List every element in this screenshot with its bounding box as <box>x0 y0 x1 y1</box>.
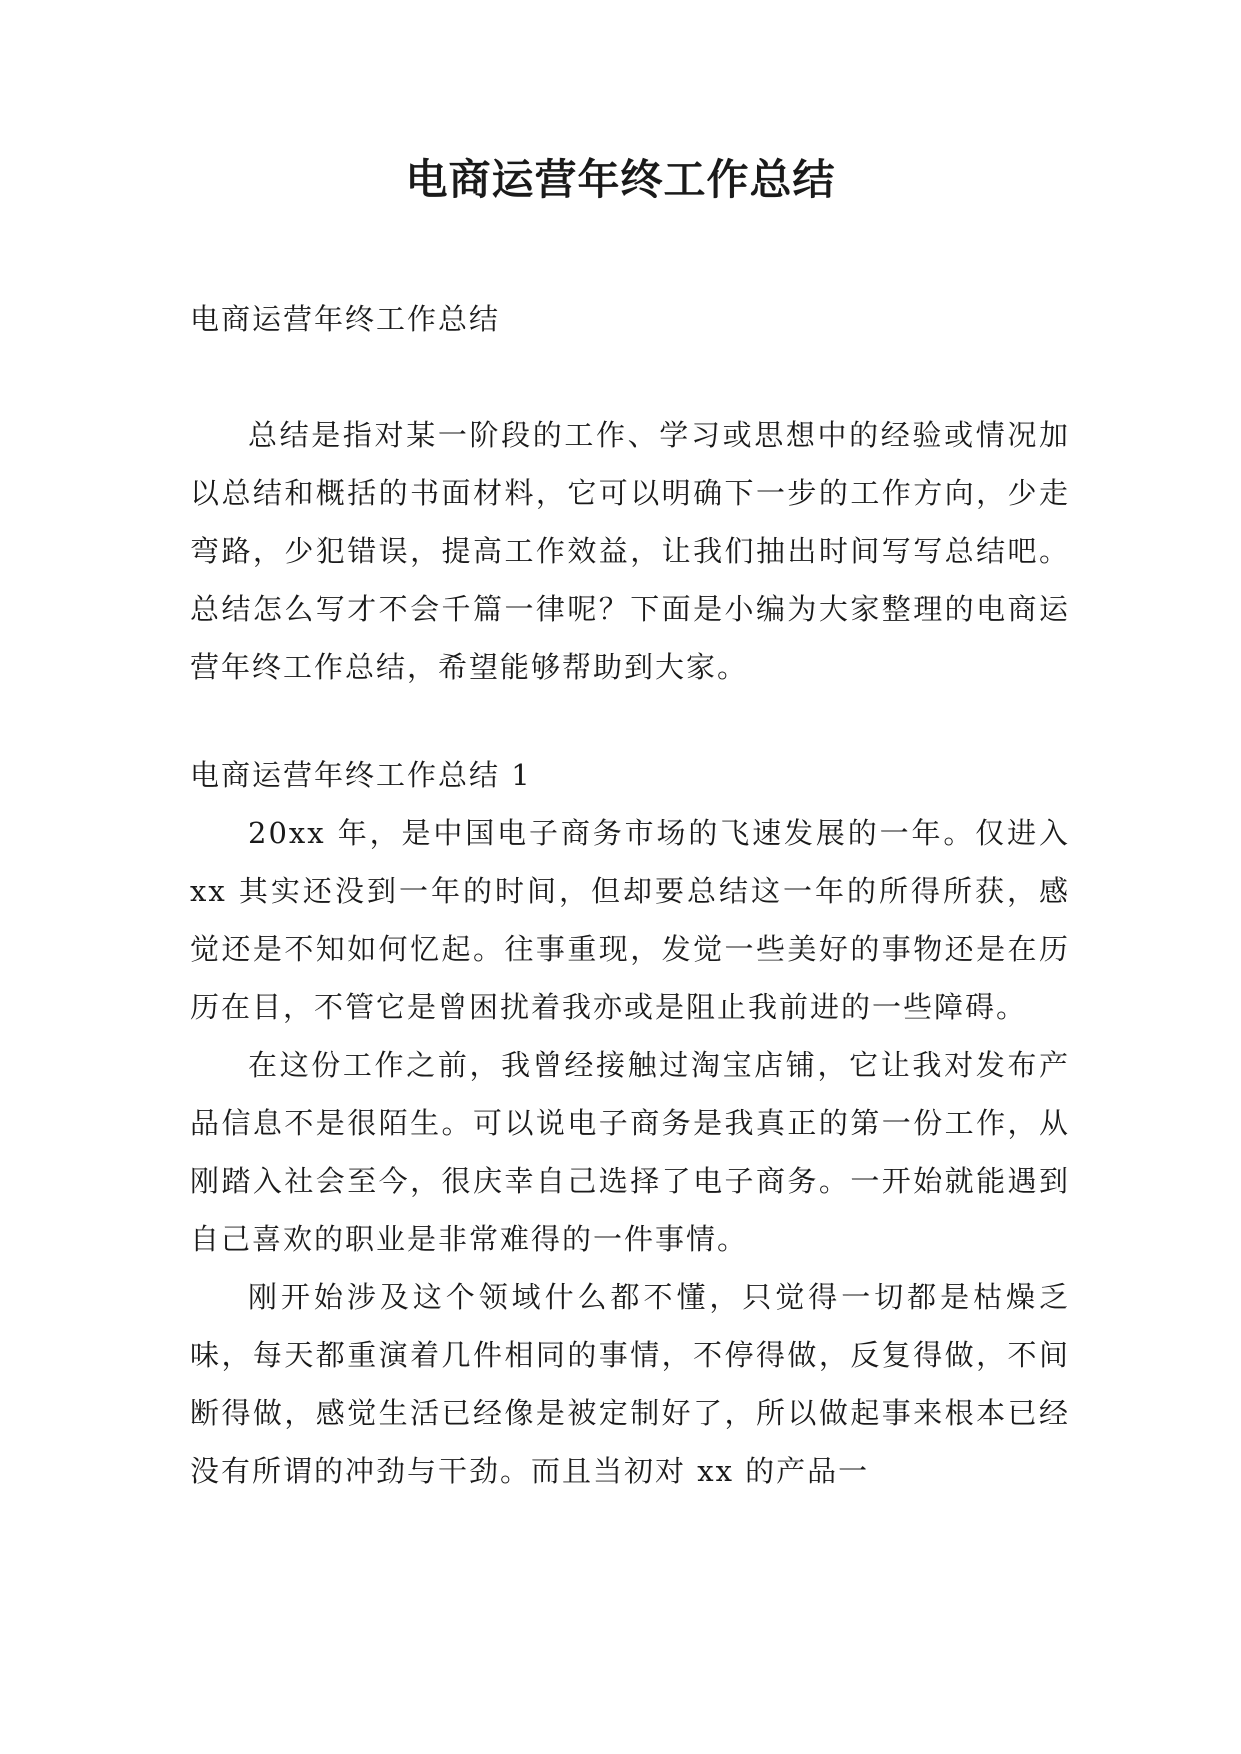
body-paragraph-2: 在这份工作之前，我曾经接触过淘宝店铺，它让我对发布产品信息不是很陌生。可以说电子商务是我真正的第一份工作，从刚踏入社会至今，很庆幸自己选择了电子商务。一开始就能遇到自己喜欢的职业是非常难得的一件事情。 <box>190 1048 1070 1256</box>
body-paragraph-1: 20xx 年，是中国电子商务市场的飞速发展的一年。仅进入 xx 其实还没到一年的时间，但却要总结这一年的所得所获，感觉还是不知如何忆起。往事重现，发觉一些美好的事物还是在历历在目，不管它是曾困扰着我亦或是阻止我前进的一些障碍。 <box>190 816 1070 1024</box>
document-title: 电商运营年终工作总结 <box>405 155 836 204</box>
document-subtitle: 电商运营年终工作总结 <box>190 302 501 336</box>
body-paragraph-3: 刚开始涉及这个领域什么都不懂，只觉得一切都是枯燥乏味，每天都重演着几件相同的事情，不停得做，反复得做，不间断得做，感觉生活已经像是被定制好了，所以做起事来根本已经没有所谓的冲劲与干劲。而且当初对 xx 的产品一 <box>190 1280 1070 1488</box>
spacer <box>190 348 1070 406</box>
intro-paragraph: 总结是指对某一阶段的工作、学习或思想中的经验或情况加以总结和概括的书面材料，它可以明确下一步的工作方向，少走弯路，少犯错误，提高工作效益，让我们抽出时间写写总结吧。总结怎么写才不会千篇一律呢？下面是小编为大家整理的电商运营年终工作总结，希望能够帮助到大家。 <box>190 418 1070 684</box>
section-heading: 电商运营年终工作总结 1 <box>190 758 532 792</box>
spacer <box>190 696 1070 746</box>
document-body <box>190 290 1070 1500</box>
